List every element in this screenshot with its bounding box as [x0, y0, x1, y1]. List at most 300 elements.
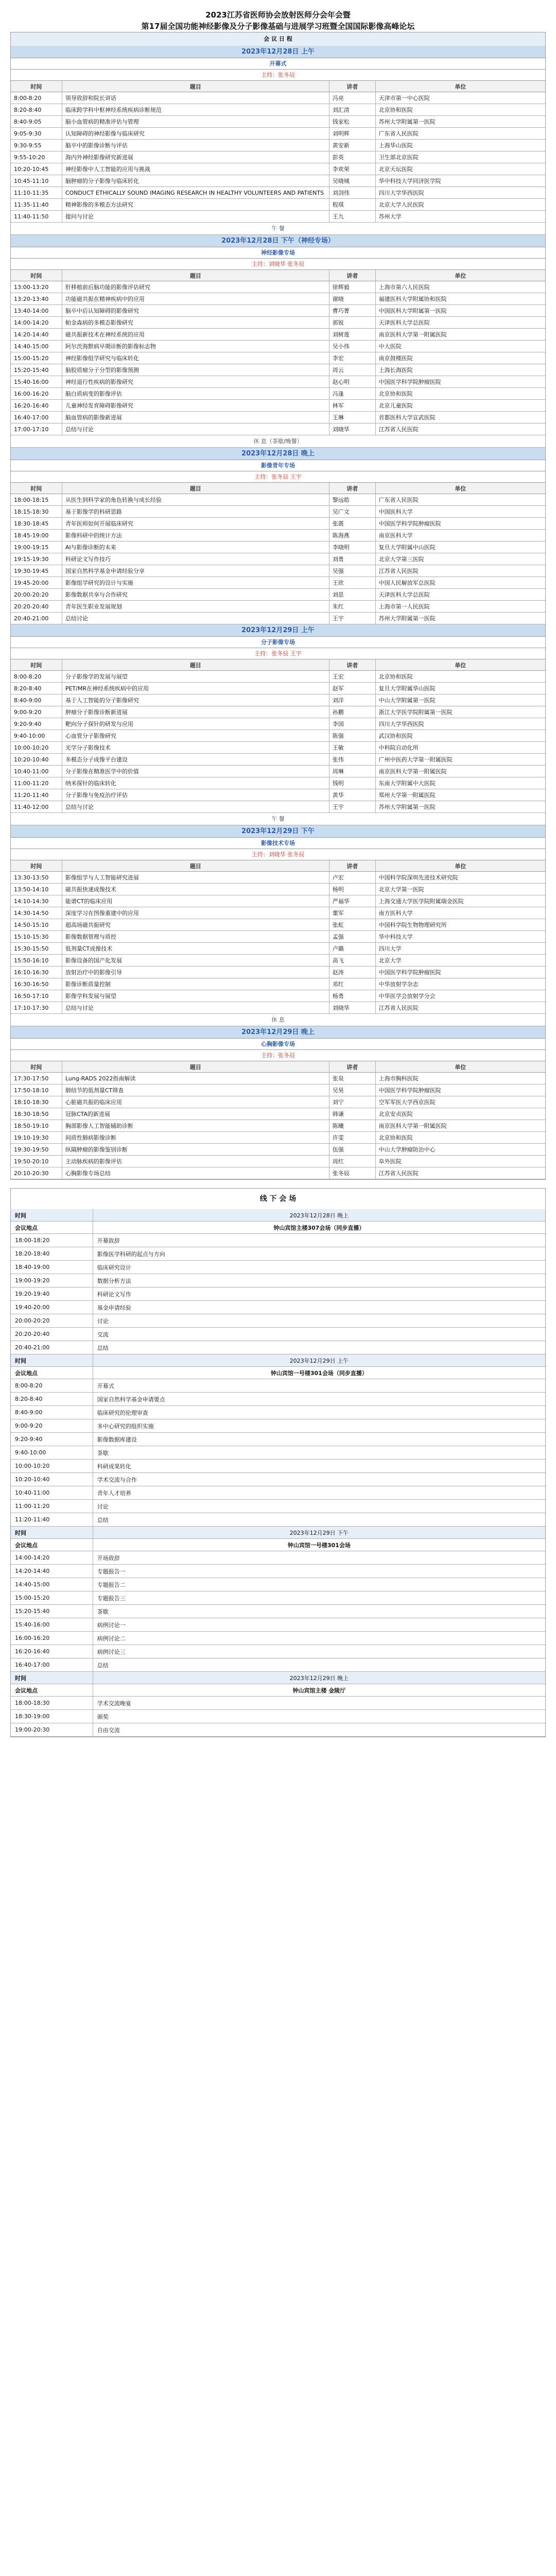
schedule-row [11, 1500, 545, 1513]
cell-speaker: 赵涛 [329, 967, 376, 978]
schedule-row [11, 1618, 545, 1632]
cell-unit: 华中科技大学同济医学院 [378, 178, 441, 184]
cell-time: 11:00-11:20 [11, 777, 62, 789]
cell-unit: 阜外医院 [378, 1158, 402, 1165]
schedule-topic: 专题报告二 [97, 1581, 126, 1588]
cell-speaker: 曹巧菁 [329, 305, 376, 316]
table-row [11, 777, 545, 789]
schedule-row [11, 1565, 545, 1578]
cell-speaker: 刘宁 [329, 1096, 376, 1108]
cell-topic: 深度学习在图像重建中的应用 [62, 907, 329, 919]
schedule-time: 8:00-8:20 [11, 1379, 93, 1392]
cell-time: 13:40-14:00 [11, 305, 62, 316]
cell-speaker: 李欢荣 [329, 163, 376, 175]
cell-time: 10:20-10:45 [11, 163, 62, 175]
cell-time: 18:10-18:30 [11, 1096, 62, 1108]
cell-speaker: 林军 [329, 400, 376, 411]
cell-time: 17:10-17:30 [11, 1002, 62, 1013]
table-row [11, 281, 545, 293]
cell-topic: 影像组学研究的设计与实施 [62, 577, 329, 588]
table-row [11, 990, 545, 1002]
table-row [11, 565, 545, 577]
cell-topic: 冠脉CTA的新进展 [62, 1108, 329, 1120]
session-chair: 主持：刘晓华 张冬辰 [11, 849, 545, 860]
cell-time: 20:40-21:00 [11, 613, 62, 624]
cell-speaker: 王九 [329, 211, 376, 222]
cell-topic: 神经影像中人工智能的应用与挑战 [62, 163, 329, 175]
table-row [11, 589, 545, 601]
cell-speaker: 张虹 [329, 919, 376, 930]
cell-time: 14:00-14:20 [11, 317, 62, 328]
cell-speaker: 周琳 [329, 766, 376, 777]
cell-topic: 影像学科发展与展望 [62, 990, 329, 1002]
table-row [11, 104, 545, 116]
schedule-time: 18:00-18:30 [11, 1697, 93, 1709]
schedule-topic: 科研成果转化 [97, 1463, 131, 1470]
cell-time: 13:20-13:40 [11, 293, 62, 304]
venue-name: 钟山宾馆主楼 金陵厅 [292, 1687, 346, 1694]
schedule-topic: 数据分析方法 [97, 1277, 131, 1284]
session-title: 开幕式 [11, 58, 545, 70]
cell-topic: 间质性肺病影像诊断 [62, 1132, 329, 1143]
cell-topic: 肿瘤分子影像诊断新进展 [62, 706, 329, 718]
table-row [11, 613, 545, 624]
cell-speaker: 彭英 [329, 151, 376, 163]
cell-topic: 肺结节的低剂量CT筛查 [62, 1084, 329, 1096]
cell-topic: 能谱CT的临床应用 [62, 895, 329, 907]
schedule-time: 16:20-16:40 [11, 1645, 93, 1658]
schedule-topic: 科研论文写作 [97, 1291, 131, 1298]
cell-time: 17:50-18:10 [11, 1084, 62, 1096]
table-row [11, 1167, 545, 1179]
schedule-topic: 总结 [97, 1516, 109, 1523]
schedule-row [11, 1605, 545, 1618]
cell-speaker: 刘洋 [329, 694, 376, 706]
venue-name: 钟山宾馆主楼307会场（同步直播） [273, 1224, 365, 1231]
cell-unit: 广东省人民医院 [378, 130, 419, 137]
cell-unit: 中国科学院深圳先进技术研究院 [378, 874, 458, 881]
table-row [11, 955, 545, 967]
cell-topic: 功能磁共振在精神疾病中的应用 [62, 293, 329, 304]
header-time: 时间 [11, 659, 62, 670]
cell-time: 10:45-11:10 [11, 175, 62, 187]
cell-time: 9:00-9:20 [11, 706, 62, 718]
schedule-row [11, 1433, 545, 1446]
cell-time: 9:30-9:55 [11, 140, 62, 151]
table-header [11, 483, 545, 494]
cell-unit: 天津市第一中心医院 [378, 95, 430, 101]
session-chair: 主持：刘晓华 张冬辰 [11, 259, 545, 270]
cell-time: 13:30-13:50 [11, 872, 62, 883]
cell-speaker: 李晓明 [329, 541, 376, 553]
table-row [11, 754, 545, 766]
label-venue: 会议地点 [11, 1222, 93, 1233]
table-row [11, 163, 545, 175]
session-title: 影像青年专场 [11, 460, 545, 471]
schedule-row [11, 1446, 545, 1460]
agenda-table [10, 32, 546, 1180]
header-time: 时间 [11, 860, 62, 871]
cell-topic: 分子影像在精准医学中的价值 [62, 766, 329, 777]
cell-speaker: 邓红 [329, 978, 376, 990]
cell-unit: 南京医科大学第一附属医院 [378, 768, 447, 775]
schedule-time: 10:40-11:00 [11, 1486, 93, 1499]
schedule-row [11, 1341, 545, 1354]
table-row [11, 895, 545, 907]
table-header [11, 270, 545, 281]
cell-unit: 南京医科大学 [378, 532, 413, 539]
table-row [11, 706, 545, 718]
table-row [11, 364, 545, 376]
header-time: 时间 [11, 483, 62, 494]
cell-speaker: 郭锐 [329, 317, 376, 328]
table-row [11, 92, 545, 104]
cell-topic: 青年医生职业发展规划 [62, 601, 329, 612]
cell-unit: 上海市第一人民医院 [378, 603, 430, 610]
schedule-time: 20:40-21:00 [11, 1341, 93, 1354]
table-row [11, 211, 545, 223]
schedule-row [11, 1710, 545, 1723]
cell-speaker: 董军 [329, 907, 376, 919]
cell-unit: 华中科技大学 [378, 934, 413, 940]
schedule-row [11, 1379, 545, 1393]
cell-speaker: 许雯 [329, 1132, 376, 1143]
schedule-topic: 开场致辞 [97, 1554, 120, 1562]
cell-time: 19:45-20:00 [11, 577, 62, 588]
cell-topic: 放射治疗中的影像引导 [62, 967, 329, 978]
cell-speaker: 王敏 [329, 742, 376, 753]
cell-topic: 神经影像组学研究与临床转化 [62, 352, 329, 364]
schedule-time: 15:40-16:00 [11, 1618, 93, 1631]
cell-speaker: 杨明 [329, 884, 376, 895]
cell-topic: 纵隔肿瘤的影像鉴别诊断 [62, 1144, 329, 1155]
cell-unit: 北京大学第三医院 [378, 556, 424, 563]
session-title: 分子影像专场 [11, 637, 545, 648]
session-date: 2023年12月28日 下午（神经专场） [11, 235, 545, 247]
schedule-time: 9:00-9:20 [11, 1419, 93, 1432]
label-venue: 会议地点 [11, 1684, 93, 1696]
cell-speaker: 黎远皓 [329, 494, 376, 505]
header-time: 时间 [11, 81, 62, 92]
schedule-topic: 茶歇 [97, 1608, 109, 1615]
cell-unit: 苏州大学附属第一医院 [378, 804, 436, 810]
table-row [11, 978, 545, 990]
cell-topic: 认知障碍的神经影像与临床研究 [62, 128, 329, 139]
cell-unit: 江苏省人民医院 [378, 1005, 419, 1011]
schedule-row [11, 1328, 545, 1341]
cell-time: 17:30-17:50 [11, 1073, 62, 1084]
cell-time: 8:40-9:00 [11, 694, 62, 706]
schedule-row [11, 1261, 545, 1274]
table-row [11, 128, 545, 140]
table-row [11, 1120, 545, 1132]
cell-unit: 上海市胸科医院 [378, 1075, 419, 1082]
cell-speaker: 黄华 [329, 789, 376, 801]
cell-unit: 北京协和医院 [378, 1134, 413, 1141]
label-venue: 会议地点 [11, 1539, 93, 1551]
cell-topic: 基于影像学的科研思路 [62, 506, 329, 517]
header-speaker: 讲者 [329, 659, 376, 670]
cell-time: 16:30-16:50 [11, 978, 62, 990]
cell-speaker: 严福华 [329, 895, 376, 907]
cell-speaker: 钱明 [329, 777, 376, 789]
schedule-time: 14:00-14:20 [11, 1551, 93, 1564]
cell-time: 8:20-8:40 [11, 104, 62, 115]
cell-unit: 中国医科大学 [378, 509, 413, 515]
header-unit: 单位 [455, 485, 466, 492]
schedule-topic: 总结 [97, 1344, 109, 1351]
header-speaker: 讲者 [329, 81, 376, 92]
venue-date-row [11, 1354, 545, 1367]
schedule-topic: 交流 [97, 1331, 109, 1338]
schedule-time: 19:00-19:20 [11, 1274, 93, 1287]
schedule-topic: 病例讨论二 [97, 1635, 126, 1642]
cell-topic: 总结与讨论 [62, 801, 329, 812]
cell-speaker: 周红 [329, 1156, 376, 1167]
cell-unit: 四川大学华西医院 [378, 721, 424, 727]
cell-speaker: 王琳 [329, 412, 376, 423]
header-topic: 题目 [62, 659, 329, 670]
cell-speaker: 张泉 [329, 1073, 376, 1084]
schedule-topic: 影像数据库建设 [97, 1436, 137, 1443]
cell-unit: 北京大学 [378, 957, 402, 964]
cell-topic: 脑胶质瘤分子分型的影像预测 [62, 364, 329, 376]
cell-speaker: 李宏 [329, 352, 376, 364]
cell-topic: 科研论文写作技巧 [62, 553, 329, 565]
cell-speaker: 卢宏 [329, 872, 376, 883]
cell-time: 19:30-19:50 [11, 1144, 62, 1155]
table-row [11, 967, 545, 978]
cell-time: 14:20-14:40 [11, 329, 62, 340]
table-row [11, 694, 545, 706]
schedule-topic: 多中心研究的组织实施 [97, 1422, 154, 1430]
cell-time: 16:50-17:10 [11, 990, 62, 1002]
table-row [11, 423, 545, 435]
cell-topic: 领导致辞和院长讲话 [62, 92, 329, 104]
cell-speaker: 赵军 [329, 683, 376, 694]
schedule-time: 18:30-19:00 [11, 1710, 93, 1723]
cell-time: 14:40-15:00 [11, 341, 62, 352]
schedule-topic: 专题报告三 [97, 1595, 126, 1602]
cell-unit: 中国医学科学院肿瘤医院 [378, 520, 441, 527]
cell-unit: 北京协和医院 [378, 107, 413, 113]
cell-time: 10:40-11:00 [11, 766, 62, 777]
cell-unit: 福建医科大学附属协和医院 [378, 296, 447, 302]
schedule-row [11, 1247, 545, 1261]
table-row [11, 494, 545, 506]
table-row [11, 718, 545, 730]
schedule-topic: 讨论 [97, 1503, 109, 1510]
cell-topic: 超高场磁共振研究 [62, 919, 329, 930]
cell-unit: 上海市第六人民医院 [378, 284, 430, 291]
cell-topic: 光学分子影像技术 [62, 742, 329, 753]
page-title-line-2: 第17届全国功能神经影像及分子影像基础与进展学习班暨全国国际影像高峰论坛 [141, 22, 415, 31]
cell-time: 10:00-10:20 [11, 742, 62, 753]
schedule-topic: 病例讨论三 [97, 1648, 126, 1655]
cell-time: 16:10-16:30 [11, 967, 62, 978]
cell-speaker: 吴昊 [329, 1084, 376, 1096]
cell-speaker: 陈海燕 [329, 530, 376, 541]
session-chair: 主持：张冬辰 王宇 [11, 648, 545, 659]
cell-topic: 心血管分子影像研究 [62, 730, 329, 741]
cell-time: 15:10-15:30 [11, 931, 62, 942]
cell-time: 20:00-20:20 [11, 589, 62, 600]
header-time: 时间 [11, 270, 62, 281]
schedule-row [11, 1460, 545, 1473]
header-unit: 单位 [455, 662, 466, 669]
cell-topic: 从医生到科学家的角色转换与成长经验 [62, 494, 329, 505]
cell-speaker: 周云 [329, 364, 376, 376]
cell-speaker: 吴强 [329, 565, 376, 577]
header-unit: 单位 [455, 272, 466, 279]
session-chair: 主持：张冬辰 [11, 70, 545, 81]
schedule-row [11, 1419, 545, 1433]
cell-unit: 上海长海医院 [378, 367, 413, 374]
cell-topic: 提问与讨论 [62, 211, 329, 222]
cell-speaker: 刘剑伟 [329, 187, 376, 198]
cell-time: 15:40-16:00 [11, 376, 62, 387]
cell-speaker: 吴晓城 [329, 175, 376, 187]
schedule-row [11, 1301, 545, 1314]
cell-speaker: 卢璐 [329, 943, 376, 954]
schedule-row [11, 1591, 545, 1605]
venue-date: 2023年12月29日 下午 [289, 1529, 349, 1536]
cell-unit: 四川大学华西医院 [378, 190, 424, 196]
schedule-time: 15:00-15:20 [11, 1591, 93, 1604]
cell-speaker: 朱红 [329, 601, 376, 612]
cell-topic: 心脏磁共振的临床应用 [62, 1096, 329, 1108]
cell-unit: 天津医科大学总医院 [378, 591, 430, 598]
schedule-topic: 总结 [97, 1662, 109, 1669]
schedule-row [11, 1314, 545, 1328]
venue-name: 钟山宾馆一号楼301会场（同步直播） [270, 1369, 368, 1377]
table-row [11, 530, 545, 541]
header-topic: 题目 [62, 483, 329, 494]
cell-topic: 分子影像学的发展与展望 [62, 671, 329, 682]
cell-speaker: 刘明辉 [329, 128, 376, 139]
header-unit: 单位 [455, 83, 466, 90]
table-row [11, 553, 545, 565]
cell-speaker: 谢晓 [329, 293, 376, 304]
cell-unit: 卫生部北京医院 [378, 154, 419, 161]
table-row [11, 1108, 545, 1120]
cell-speaker: 钱家松 [329, 116, 376, 127]
cell-time: 9:55-10:20 [11, 151, 62, 163]
table-row [11, 683, 545, 694]
session-chair: 主持：张冬辰 [11, 1050, 545, 1061]
table-row [11, 352, 545, 364]
schedule-topic: 病例讨论一 [97, 1621, 126, 1629]
schedule-time: 18:20-18:40 [11, 1247, 93, 1260]
cell-unit: 中华放射学杂志 [378, 981, 419, 988]
table-row [11, 789, 545, 801]
cell-unit: 中国科学院生物物理研究所 [378, 922, 447, 928]
cell-time: 19:50-20:10 [11, 1156, 62, 1167]
venue-date-row [11, 1527, 545, 1539]
cell-time: 17:00-17:10 [11, 423, 62, 435]
cell-unit: 北京大学人民医院 [378, 201, 424, 208]
table-row [11, 376, 545, 388]
label-time: 时间 [11, 1354, 93, 1366]
table-row [11, 199, 545, 211]
schedule-time: 19:00-20:30 [11, 1723, 93, 1736]
table-row [11, 730, 545, 742]
table-row [11, 1096, 545, 1108]
session-date: 2023年12月29日 上午 [11, 624, 545, 637]
schedule-row [11, 1393, 545, 1406]
cell-unit: 复旦大学附属中山医院 [378, 544, 436, 551]
venue-schedule-title: 线 下 会 场 [259, 1195, 297, 1203]
cell-speaker: 冯逢 [329, 388, 376, 399]
schedule-time: 8:40-9:00 [11, 1406, 93, 1419]
cell-topic: 影像设备的国产化发展 [62, 955, 329, 966]
schedule-topic: 茶歇 [97, 1449, 109, 1456]
table-row [11, 1156, 545, 1167]
cell-unit: 苏州大学附属第一医院 [378, 118, 436, 125]
header-time: 时间 [11, 1061, 62, 1072]
agenda-sheet [10, 9, 546, 1737]
cell-speaker: 张震 [329, 518, 376, 529]
cell-time: 15:30-15:50 [11, 943, 62, 954]
schedule-time: 14:20-14:40 [11, 1565, 93, 1578]
cell-speaker: 吴广文 [329, 506, 376, 517]
schedule-time: 10:00-10:20 [11, 1460, 93, 1472]
schedule-row [11, 1551, 545, 1565]
cell-topic: 多模态分子成像平台建设 [62, 754, 329, 765]
schedule-topic: 基金申请经验 [97, 1304, 131, 1311]
schedule-topic: 青年人才培养 [97, 1489, 131, 1497]
schedule-time: 18:00-18:20 [11, 1234, 93, 1247]
cell-unit: 空军军医大学西京医院 [378, 1099, 436, 1106]
table-header [11, 1061, 545, 1073]
cell-topic: 脑白质病变的影像评估 [62, 388, 329, 399]
schedule-row [11, 1473, 545, 1486]
schedule-topic: 专题报告一 [97, 1568, 126, 1575]
cell-unit: 中国医科大学附属第一医院 [378, 308, 447, 314]
cell-topic: CONDUCT ETHICALLY SOUND IMAGING RESEARCH IN HEALTHY VOLUNTEERS AND PATIENTS [62, 187, 329, 198]
table-row [11, 317, 545, 329]
cell-topic: 儿童神经发育障碍影像研究 [62, 400, 329, 411]
cell-unit: 广州中医药大学第一附属医院 [378, 756, 453, 763]
cell-unit: 中华医学会放射学分会 [378, 993, 436, 999]
cell-topic: 心胸影像专场总结 [62, 1167, 329, 1179]
cell-time: 9:20-9:40 [11, 718, 62, 730]
cell-speaker: 王宇 [329, 801, 376, 812]
cell-time: 11:10-11:35 [11, 187, 62, 198]
schedule-topic: 学术交流与合作 [97, 1476, 137, 1483]
cell-topic: 总结与讨论 [62, 1002, 329, 1013]
cell-speaker: 王宏 [329, 671, 376, 682]
agenda-label: 会 议 日 程 [11, 32, 545, 46]
cell-topic: 靶向分子探针的研发与应用 [62, 718, 329, 730]
cell-time: 15:00-15:20 [11, 352, 62, 364]
schedule-row [11, 1578, 545, 1591]
cell-topic: 肝移植前后脑功能的影像评估研究 [62, 281, 329, 293]
cell-speaker: 刘晓华 [329, 1002, 376, 1013]
break-row: 休 息 [11, 1014, 545, 1026]
cell-time: 13:00-13:20 [11, 281, 62, 293]
session-title: 神经影像专场 [11, 247, 545, 259]
cell-unit: 苏州大学附属第一医院 [378, 615, 436, 622]
table-row [11, 1132, 545, 1144]
cell-time: 18:15-18:30 [11, 506, 62, 517]
session-date: 2023年12月29日 下午 [11, 825, 545, 838]
table-row [11, 305, 545, 317]
cell-unit: 北京协和医院 [378, 391, 413, 397]
schedule-topic: 讨论 [97, 1317, 109, 1325]
cell-unit: 北京大学第一医院 [378, 886, 424, 893]
schedule-row [11, 1723, 545, 1737]
